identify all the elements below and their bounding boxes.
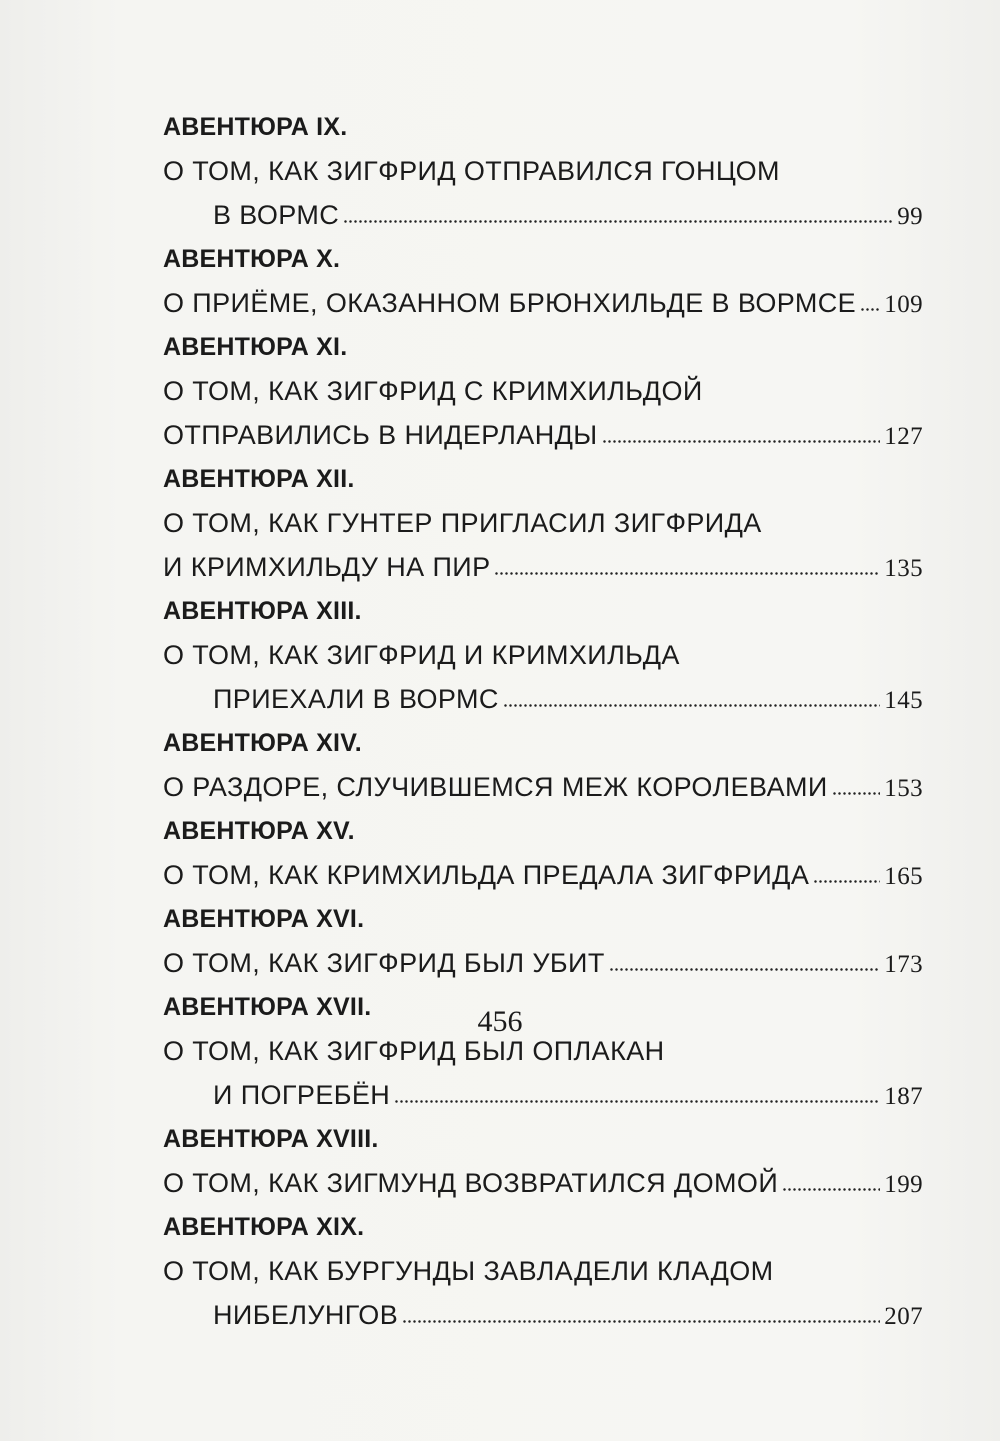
- toc-line: [163, 1161, 923, 1205]
- toc-page-number: 165: [884, 863, 923, 890]
- toc-line: [163, 677, 923, 721]
- toc-entry: [163, 457, 923, 589]
- dot-leader: [343, 217, 893, 225]
- dot-leader: [602, 437, 881, 445]
- dot-leader: [782, 1185, 880, 1193]
- toc-title-text: О ТОМ, КАК ЗИГФРИД БЫЛ УБИТ: [163, 948, 605, 978]
- toc-line: [163, 941, 923, 985]
- toc-title-text: О ТОМ, КАК ГУНТЕР ПРИГЛАСИЛ ЗИГФРИДА: [163, 508, 762, 538]
- toc-page-number: 109: [884, 291, 923, 318]
- toc-page-number: 173: [884, 951, 923, 978]
- toc-page-number: 145: [884, 687, 923, 714]
- toc-title-text: ОТПРАВИЛИСЬ В НИДЕРЛАНДЫ: [163, 420, 598, 450]
- toc-heading: АВЕНТЮРА XI.: [163, 333, 348, 361]
- toc-title-text: О ТОМ, КАК БУРГУНДЫ ЗАВЛАДЕЛИ КЛАДОМ: [163, 1256, 774, 1286]
- table-of-contents: [163, 105, 923, 1337]
- toc-title-text: О ПРИЁМЕ, ОКАЗАННОМ БРЮНХИЛЬДЕ В ВОРМСЕ: [163, 288, 857, 318]
- toc-page-number: 207: [884, 1303, 923, 1330]
- toc-line: [163, 853, 923, 897]
- toc-title-text: О ТОМ, КАК КРИМХИЛЬДА ПРЕДАЛА ЗИГФРИДА: [163, 860, 810, 890]
- toc-line: [163, 193, 923, 237]
- toc-entry: [163, 897, 923, 985]
- toc-heading: АВЕНТЮРА XVIII.: [163, 1125, 379, 1153]
- toc-entry: [163, 721, 923, 809]
- toc-heading: АВЕНТЮРА XII.: [163, 465, 355, 493]
- toc-heading: АВЕНТЮРА XVII.: [163, 993, 372, 1021]
- toc-title-text: В ВОРМС: [213, 200, 340, 230]
- toc-title-text: О ТОМ, КАК ЗИГФРИД И КРИМХИЛЬДА: [163, 640, 680, 670]
- dot-leader: [494, 569, 880, 577]
- dot-leader: [609, 965, 881, 973]
- toc-page-number: 99: [897, 203, 923, 230]
- toc-title-text: НИБЕЛУНГОВ: [213, 1300, 399, 1330]
- toc-title-text: ПРИЕХАЛИ В ВОРМС: [213, 684, 499, 714]
- toc-page-number: 199: [884, 1171, 923, 1198]
- toc-line: [163, 1293, 923, 1337]
- toc-title-text: О ТОМ, КАК ЗИГФРИД С КРИМХИЛЬДОЙ: [163, 376, 703, 406]
- toc-entry: [163, 105, 923, 237]
- toc-line: [163, 765, 923, 809]
- toc-line: [163, 1249, 923, 1293]
- toc-title-text: О РАЗДОРЕ, СЛУЧИВШЕМСЯ МЕЖ КОРОЛЕВАМИ: [163, 772, 828, 802]
- toc-entry: [163, 1205, 923, 1337]
- dot-leader: [813, 877, 880, 885]
- toc-entry: [163, 237, 923, 325]
- toc-line: [163, 545, 923, 589]
- toc-heading: АВЕНТЮРА XVI.: [163, 905, 365, 933]
- toc-line: [163, 413, 923, 457]
- toc-heading: АВЕНТЮРА X.: [163, 245, 341, 273]
- toc-heading: АВЕНТЮРА XIII.: [163, 597, 362, 625]
- toc-entry: [163, 1117, 923, 1205]
- dot-leader: [402, 1317, 880, 1325]
- toc-title-text: И ПОГРЕБЁН: [213, 1080, 391, 1110]
- dot-leader: [860, 305, 880, 313]
- toc-title-text: О ТОМ, КАК ЗИГМУНД ВОЗВРАТИЛСЯ ДОМОЙ: [163, 1168, 779, 1198]
- toc-line: [163, 281, 923, 325]
- toc-line: [163, 1073, 923, 1117]
- toc-page-number: 187: [884, 1083, 923, 1110]
- toc-entry: [163, 589, 923, 721]
- toc-heading: АВЕНТЮРА XIV.: [163, 729, 362, 757]
- toc-line: [163, 369, 923, 413]
- toc-line: [163, 149, 923, 193]
- page-number: 456: [477, 1005, 523, 1038]
- toc-page-number: 135: [884, 555, 923, 582]
- toc-title-text: О ТОМ, КАК ЗИГФРИД БЫЛ ОПЛАКАН: [163, 1036, 665, 1066]
- toc-title-text: И КРИМХИЛЬДУ НА ПИР: [163, 552, 491, 582]
- toc-entry: [163, 809, 923, 897]
- toc-heading: АВЕНТЮРА IX.: [163, 113, 348, 141]
- toc-entry: [163, 325, 923, 457]
- toc-title-text: О ТОМ, КАК ЗИГФРИД ОТПРАВИЛСЯ ГОНЦОМ: [163, 156, 780, 186]
- toc-heading: АВЕНТЮРА XV.: [163, 817, 355, 845]
- dot-leader: [832, 789, 881, 797]
- toc-page-number: 127: [884, 423, 923, 450]
- dot-leader: [394, 1097, 880, 1105]
- toc-line: [163, 501, 923, 545]
- toc-page-number: 153: [884, 775, 923, 802]
- toc-line: [163, 633, 923, 677]
- toc-heading: АВЕНТЮРА XIX.: [163, 1213, 365, 1241]
- dot-leader: [503, 701, 881, 709]
